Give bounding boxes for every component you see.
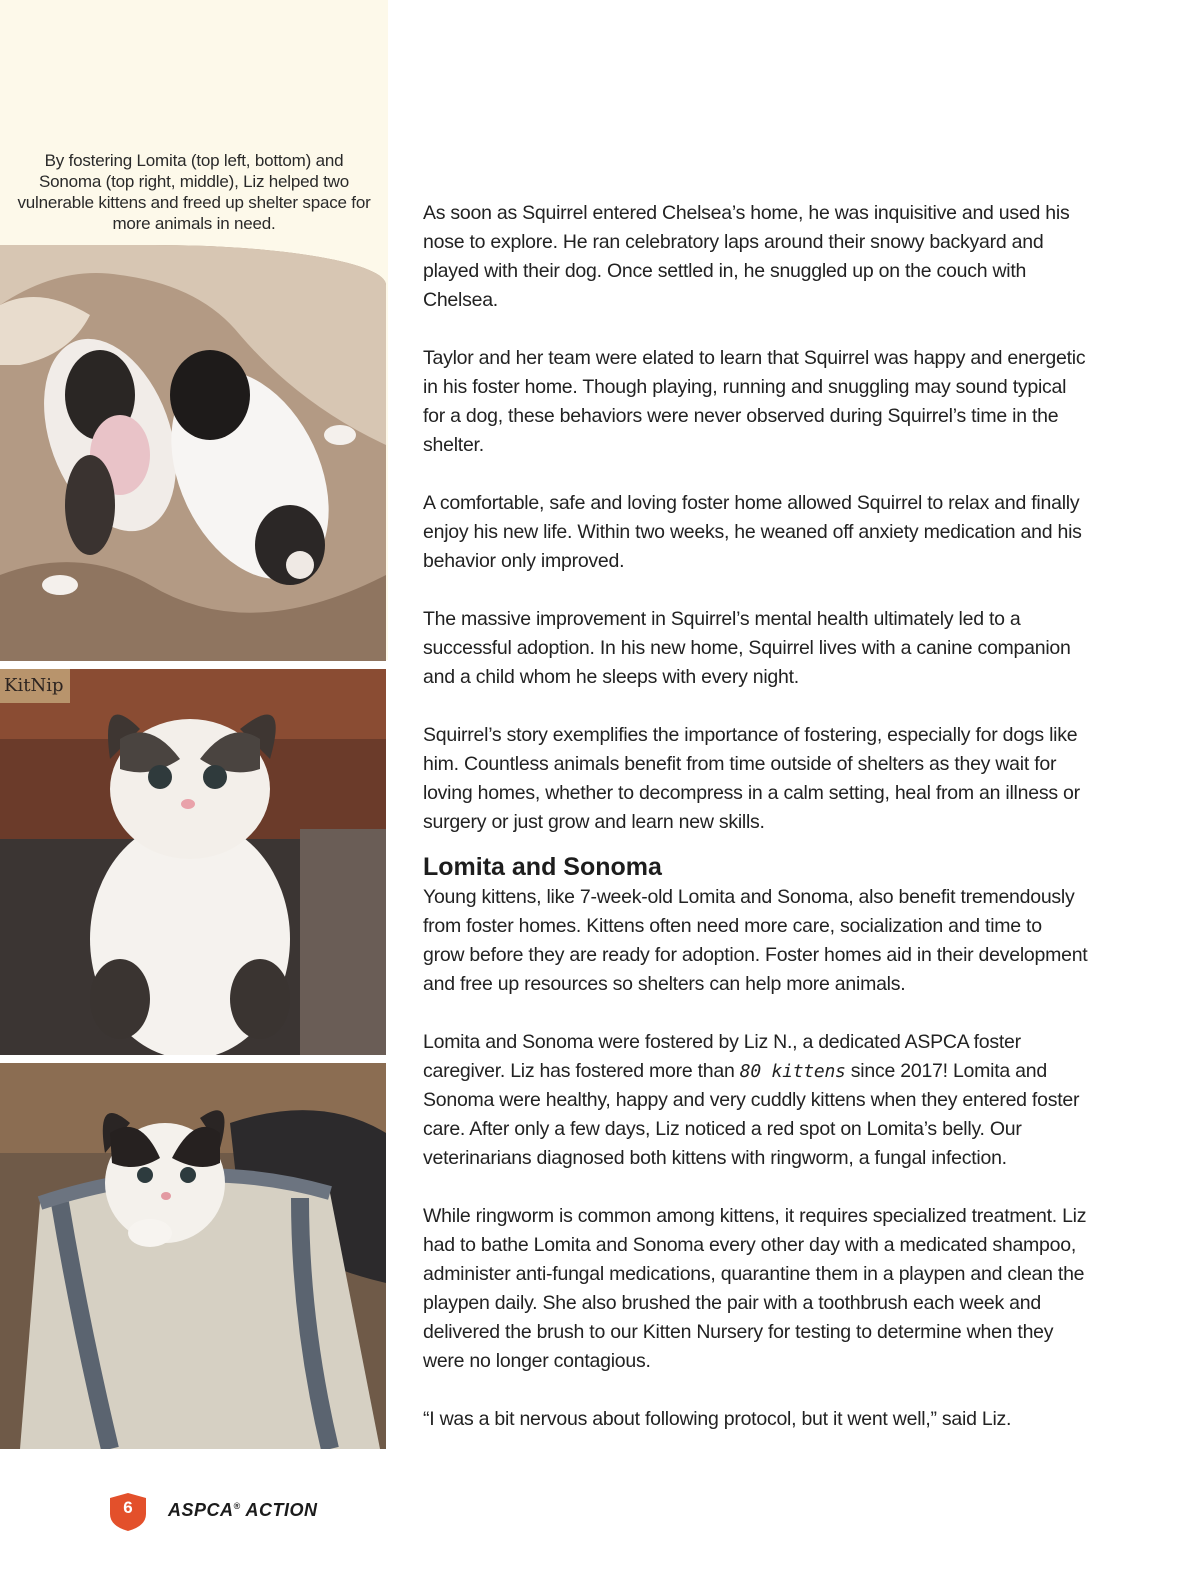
brand-registered-mark: ® bbox=[233, 1501, 241, 1511]
brand-suffix: ACTION bbox=[240, 1500, 318, 1520]
article-body bbox=[423, 199, 1088, 1463]
paragraph-ringworm-treatment: While ringworm is common among kittens, it requires specialized treatment. Liz had to bathe Lomita and Sonoma every other day with a medicated shampoo, administer anti-fungal medications, quarantine them in a playpen and clean the playpen daily. She also brushed the pair with a toothbrush each week and delivered the brush to our Kitten Nursery for testing to determine when they were no longer contagious. bbox=[423, 1205, 1087, 1372]
kitten-in-bag-photo bbox=[0, 1063, 386, 1449]
kitten-count-highlight: 80 kittens bbox=[739, 1061, 846, 1082]
brand-name: ASPCA bbox=[168, 1500, 234, 1520]
paragraph-squirrel-relax: A comfortable, safe and loving foster home allowed Squirrel to relax and finally enjoy his new life. Within two weeks, he weaned off anxiety medication and his behavior only improved. bbox=[423, 492, 1082, 572]
publication-brand bbox=[168, 1500, 317, 1521]
section-heading: Lomita and Sonoma bbox=[423, 853, 662, 881]
paragraph-liz-quote: “I was a bit nervous about following protocol, but it went well,” said Liz. bbox=[423, 1408, 1012, 1430]
paragraph-squirrel-happy: Taylor and her team were elated to learn that Squirrel was happy and energetic in his foster home. Though playing, running and snuggling may sound typical for a dog, these behaviors were never observed during Squirrel’s time in the shelter. bbox=[423, 347, 1086, 456]
kitnip-sign-text: KitNip bbox=[4, 675, 64, 696]
liz-text-after: since 2017! Lomita and Sonoma were healthy, happy and very cuddly kittens when they entered foster care. After only a few days, Liz noticed a red spot on Lomita’s belly. Our veterinarians diagnosed both kittens with ringworm, a fungal infection. bbox=[423, 1060, 1080, 1169]
paragraph-squirrel-arrival: As soon as Squirrel entered Chelsea’s home, he was inquisitive and used his nose to explore. He ran celebratory laps around their snowy backyard and played with their dog. Once settled in, he snuggled up on the couch with Chelsea. bbox=[423, 202, 1070, 311]
paragraph-kittens-benefit: Young kittens, like 7-week-old Lomita and Sonoma, also benefit tremendously from foster homes. Kittens often need more care, socialization and time to grow before they are ready for adoption. Foster homes aid in their development and free up resources so shelters can help more animals. bbox=[423, 886, 1088, 995]
photo-sidebar bbox=[0, 0, 388, 1575]
page-number: 6 bbox=[123, 1498, 133, 1517]
paragraph-squirrel-story: Squirrel’s story exemplifies the importance of fostering, especially for dogs like him. Countless animals benefit from time outside of shelters as they wait for loving homes, whether to decompress in a calm setting, heal from an illness or surgery or just grow and learn new skills. bbox=[423, 724, 1080, 833]
liz-text-before: Lomita and Sonoma were fostered by Liz N., a dedicated ASPCA foster caregiver. Liz has fostered more than bbox=[423, 1031, 1021, 1082]
paragraph-squirrel-adoption: The massive improvement in Squirrel’s mental health ultimately led to a successful adoption. In his new home, Squirrel lives with a canine companion and a child whom he sleeps with every night. bbox=[423, 608, 1071, 688]
photo-caption: By fostering Lomita (top left, bottom) and Sonoma (top right, middle), Liz helped two vulnerable kittens and freed up shelter space for more animals in need. bbox=[17, 151, 371, 233]
kitten-sitting-photo bbox=[0, 669, 386, 1055]
paragraph-liz-fostering bbox=[423, 1028, 1088, 1173]
two-kittens-sleeping-photo bbox=[0, 245, 386, 661]
